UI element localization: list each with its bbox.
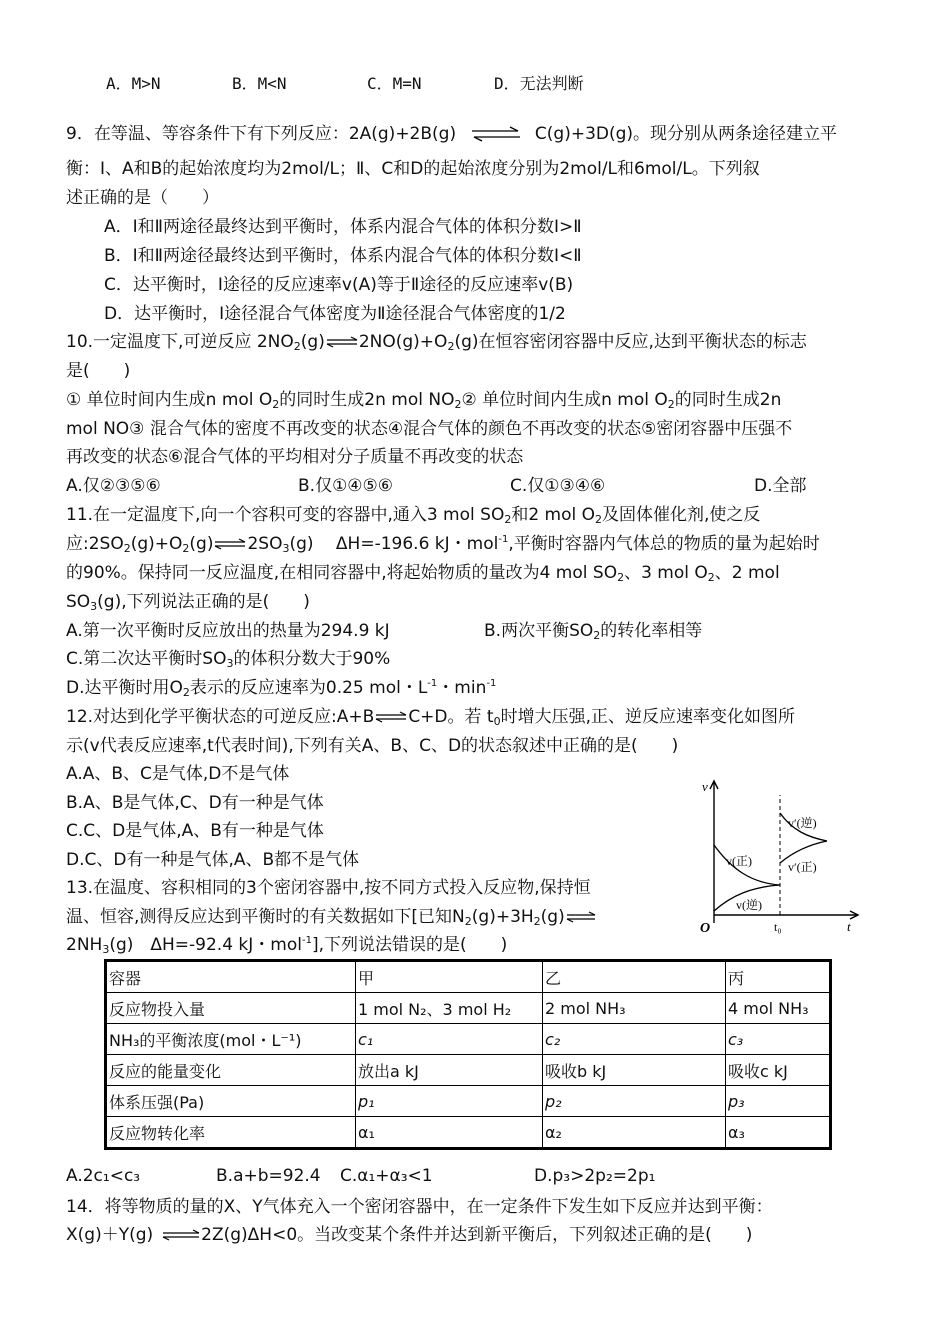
q13-text-b: (g)+3H xyxy=(471,907,534,927)
q10-text-f: 的同时生成2n mol NO xyxy=(279,390,455,410)
q11-text-d: 应:2SO xyxy=(66,534,124,554)
table-header: 容器 xyxy=(106,961,356,993)
equilibrium-arrow-icon xyxy=(161,1229,201,1241)
y-axis-label: v xyxy=(702,779,708,794)
q11-text-n: (g),下列说法正确的是( ) xyxy=(97,592,310,612)
q8-option-b: B．M<N xyxy=(232,74,287,93)
q14-line-2 xyxy=(66,1225,752,1245)
q12-line-1: 12.对达到化学平衡状态的可逆反应:A+B C+D。若 $t_0$时增大压强,正、逆反应速率变化如图所 xyxy=(66,707,795,728)
table-row xyxy=(106,1117,831,1149)
origin-label: O xyxy=(700,921,711,935)
q10-text-c: 2NO(g)+O xyxy=(358,332,448,352)
table-cell: 放出a kJ xyxy=(356,1055,543,1086)
q9-text-b: C(g)+3D(g)。现分别从两条途径建立平 xyxy=(534,124,838,144)
q11-option-d-text-b: 表示的反应速率为0.25 mol・L xyxy=(189,678,428,698)
q11-option-d-text-a: D.达平衡时用O xyxy=(66,678,183,698)
row-label: 反应物转化率 xyxy=(106,1117,356,1149)
q10-line-3: ① 单位时间内生成n mol $O_2$的同时生成2n mol $NO_2②$ 单位时间内生成n mol $O_2$的同时生成2n xyxy=(66,390,782,411)
t0-label: t₀ xyxy=(774,920,782,934)
q11-text-c: 及固体催化剂,使之反 xyxy=(602,505,761,525)
q11-line-3: 的90%。保持同一反应温度,在相同容器中,将起始物质的量改为4 mol $SO_2$、3 mol $O_2$、2 mol xyxy=(66,563,780,584)
equilibrium-arrow-icon xyxy=(374,711,408,723)
q11-text-k: 、3 mol O xyxy=(624,563,708,583)
q13-option-c: C.α₁+α₃<1 xyxy=(340,1166,433,1186)
q11-text-m: SO xyxy=(66,592,91,612)
q11-option-c-text-a: C.第二次达平衡时SO xyxy=(66,649,227,669)
q11-text-e: (g)+O xyxy=(130,534,183,554)
table-cell: c₃ xyxy=(726,1024,831,1055)
q13-option-a: A.2c₁<c₃ xyxy=(66,1166,141,1186)
q11-option-a: A.第一次平衡时反应放出的热量为294.9 kJ xyxy=(66,621,390,641)
q10-text-b: (g) xyxy=(300,332,325,352)
table-header: 丙 xyxy=(726,961,831,993)
table-cell: c₁ xyxy=(356,1024,543,1055)
v2-forward-label: v′(正) xyxy=(788,860,817,874)
q10-option-b: B.仅①④⑤⑥ xyxy=(298,476,394,496)
q10-option-c: C.仅①③④⑥ xyxy=(510,476,606,496)
q12-option-b: B.A、B是气体,C、D有一种是气体 xyxy=(66,793,324,813)
q13-option-d: D.p₃>2p₂=2p₁ xyxy=(534,1166,656,1186)
q9-option-d: D．达平衡时，Ⅰ途径混合气体密度为Ⅱ途径混合气体密度的1/2 xyxy=(104,304,566,324)
q11-option-b-text-a: B.两次平衡SO xyxy=(484,621,594,641)
q9-option-a: A．Ⅰ和Ⅱ两途径最终达到平衡时，体系内混合气体的体积分数Ⅰ>Ⅱ xyxy=(104,217,582,237)
q11-text-a: 11.在一定温度下,向一个容积可变的容器中,通入3 mol SO xyxy=(66,505,505,525)
q13-text-c: (g) xyxy=(540,907,565,927)
q11-text-l: 、2 mol xyxy=(714,563,780,583)
row-label: 体系压强(Pa) xyxy=(106,1086,356,1117)
table-cell: 吸收c kJ xyxy=(726,1055,831,1086)
q10-line-1: 10.一定温度下,可逆反应 $2NO_2(g)$ $2NO(g)+O_2(g)$在恒容密闭容器中反应,达到平衡状态的标志 xyxy=(66,332,807,353)
rate-time-graph xyxy=(692,775,862,935)
q10-line-2: 是( ) xyxy=(66,361,131,381)
equilibrium-arrow-icon xyxy=(470,126,522,142)
q8-option-a: A．M>N xyxy=(106,74,161,93)
q10-text-h: 的同时生成2n xyxy=(674,390,782,410)
x-axis-label: t xyxy=(847,919,851,934)
table-header: 乙 xyxy=(543,961,726,993)
q9-option-b: B．Ⅰ和Ⅱ两途径最终达到平衡时，体系内混合气体的体积分数Ⅰ<Ⅱ xyxy=(104,246,582,266)
q9-line-3: 述正确的是（ ） xyxy=(66,188,219,208)
q10-text-a: 10.一定温度下,可逆反应 2NO xyxy=(66,332,294,352)
q14-text-a: X(g)＋Y(g) xyxy=(66,1225,154,1245)
q12-text-a: 12.对达到化学平衡状态的可逆反应:A+B xyxy=(66,707,375,727)
q8-option-d: D．无法判断 xyxy=(494,74,584,93)
q11-text-g: 2SO xyxy=(247,534,283,554)
q11-line-4: $SO_3(g)$,下列说法正确的是( ) xyxy=(66,592,310,613)
table-cell: α₂ xyxy=(543,1117,726,1149)
equilibrium-arrow-icon xyxy=(325,336,359,348)
q10-text-d: (g)在恒容密闭容器中反应,达到平衡状态的标志 xyxy=(454,332,807,352)
row-label: NH₃的平衡浓度(mol・L⁻¹) xyxy=(106,1024,356,1055)
q10-line-4: mol NO③ 混合气体的密度不再改变的状态④混合气体的颜色不再改变的状态⑤密闭容器中压强不 xyxy=(66,419,793,439)
q14-line-1: 14．将等物质的量的X、Y气体充入一个密闭容器中，在一定条件下发生如下反应并达到平衡： xyxy=(66,1197,773,1217)
equilibrium-arrow-icon xyxy=(213,538,247,550)
table-cell: 1 mol N₂、3 mol H₂ xyxy=(356,993,543,1024)
q9-line-2: 衡：Ⅰ、A和B的起始浓度均为2mol/L；Ⅱ、C和D的起始浓度分别为2mol/L和6mol/L。下列叙 xyxy=(66,159,760,179)
q11-line-2: 应$:2SO_2(g)+O_2(g)$ $2SO_3(g)$ ΔH=-196.6 kJ・mol$^{-1}$,平衡时容器内气体总的物质的量为起始时 xyxy=(66,534,820,555)
q12-option-c: C.C、D是气体,A、B有一种是气体 xyxy=(66,821,324,841)
q11-line-1: 11.在一定温度下,向一个容积可变的容器中,通入3 mol $SO_2$和2 mol $O_2$及固体催化剂,使之反 xyxy=(66,505,761,526)
q11-option-d-text-c: ・min xyxy=(437,678,487,698)
equilibrium-arrow-icon xyxy=(565,911,597,923)
q14-text-b: 2Z(g)ΔH<0。当改变某个条件并达到新平衡后，下列叙述正确的是( ) xyxy=(201,1225,753,1245)
q12-text-b: C+D。若 t xyxy=(408,707,494,727)
q12-option-d: D.C、D有一种是气体,A、B都不是气体 xyxy=(66,850,360,870)
q11-text-j: 的90%。保持同一反应温度,在相同容器中,将起始物质的量改为4 mol SO xyxy=(66,563,618,583)
v-reverse-label: v(逆) xyxy=(736,898,762,912)
q13-text-d: 2NH xyxy=(66,935,103,955)
table-cell: p₁ xyxy=(356,1086,543,1117)
row-label: 反应物投入量 xyxy=(106,993,356,1024)
table-cell: 吸收b kJ xyxy=(543,1055,726,1086)
q13-line-2: 温、恒容,测得反应达到平衡时的有关数据如下[已知$N_2(g)+3H_2(g)$ xyxy=(66,907,597,927)
equilibrium-data-table xyxy=(104,959,832,1150)
table-cell: c₂ xyxy=(543,1024,726,1055)
table-row xyxy=(106,993,831,1024)
q10-line-5: 再改变的状态⑥混合气体的平均相对分子质量不再改变的状态 xyxy=(66,447,524,467)
table-cell: 4 mol NH₃ xyxy=(726,993,831,1024)
q11-option-c: C.第二次达平衡时$SO_3$的体积分数大于90% xyxy=(66,649,391,670)
q8-option-c: C．M=N xyxy=(367,74,422,93)
q10-option-d: D.全部 xyxy=(754,476,807,496)
table-cell: α₁ xyxy=(356,1117,543,1149)
q11-option-d: D.达平衡时用$O_2$表示的反应速率为0.25 mol・$L^{-1}$・$\min^{-1}$ xyxy=(66,678,497,699)
q13-text-e: (g) ΔH=-92.4 kJ・mol xyxy=(109,935,302,955)
table-cell: p₃ xyxy=(726,1086,831,1117)
table-cell: α₃ xyxy=(726,1117,831,1149)
q12-line-2: 示(v代表反应速率,t代表时间),下列有关A、B、C、D的状态叙述中正确的是( ) xyxy=(66,736,679,756)
q10-option-a: A.仅②③⑤⑥ xyxy=(66,476,161,496)
q11-text-h: (g) ΔH=-196.6 kJ・mol xyxy=(289,534,499,554)
q9-option-c: C．达平衡时，Ⅰ途径的反应速率v(A)等于Ⅱ途径的反应速率v(B) xyxy=(104,275,574,295)
v2-reverse-label: v′(逆) xyxy=(788,816,817,830)
q11-option-c-text-b: 的体积分数大于90% xyxy=(233,649,391,669)
v-forward-label: v(正) xyxy=(726,854,752,868)
table-header: 甲 xyxy=(356,961,543,993)
q13-text-f: ],下列说法错误的是( ) xyxy=(311,935,508,955)
table-header-row xyxy=(106,961,831,993)
q13-line-1: 13.在温度、容积相同的3个密闭容器中,按不同方式投入反应物,保持恒 xyxy=(66,878,591,898)
q11-option-b-text-b: 的转化率相等 xyxy=(600,621,703,641)
q13-option-b: B.a+b=92.4 xyxy=(216,1166,321,1186)
q11-text-b: 和2 mol O xyxy=(511,505,596,525)
q12-text-c: 时增大压强,正、逆反应速率变化如图所 xyxy=(500,707,795,727)
q10-text-g: ② 单位时间内生成n mol O xyxy=(461,390,668,410)
table-row xyxy=(106,1086,831,1117)
q11-text-f: (g) xyxy=(189,534,214,554)
q10-text-e: ① 单位时间内生成n mol O xyxy=(66,390,273,410)
q13-line-3: $2NH_3(g)$ ΔH=-92.4 kJ・mol$^{-1}$],下列说法错误的是( ) xyxy=(66,935,508,956)
q12-option-a: A.A、B、C是气体,D不是气体 xyxy=(66,764,290,784)
table-cell: 2 mol NH₃ xyxy=(543,993,726,1024)
table-cell: p₂ xyxy=(543,1086,726,1117)
q11-text-i: ,平衡时容器内气体总的物质的量为起始时 xyxy=(508,534,820,554)
table-row xyxy=(106,1055,831,1086)
q11-option-b: B.两次平衡$SO_2$的转化率相等 xyxy=(484,621,703,642)
q9-text-a: 9．在等温、等容条件下有下列反应：2A(g)+2B(g) xyxy=(66,124,457,144)
q13-text-a: 温、恒容,测得反应达到平衡时的有关数据如下[已知N xyxy=(66,907,465,927)
table-row xyxy=(106,1024,831,1055)
q9-line-1 xyxy=(66,124,837,144)
row-label: 反应的能量变化 xyxy=(106,1055,356,1086)
